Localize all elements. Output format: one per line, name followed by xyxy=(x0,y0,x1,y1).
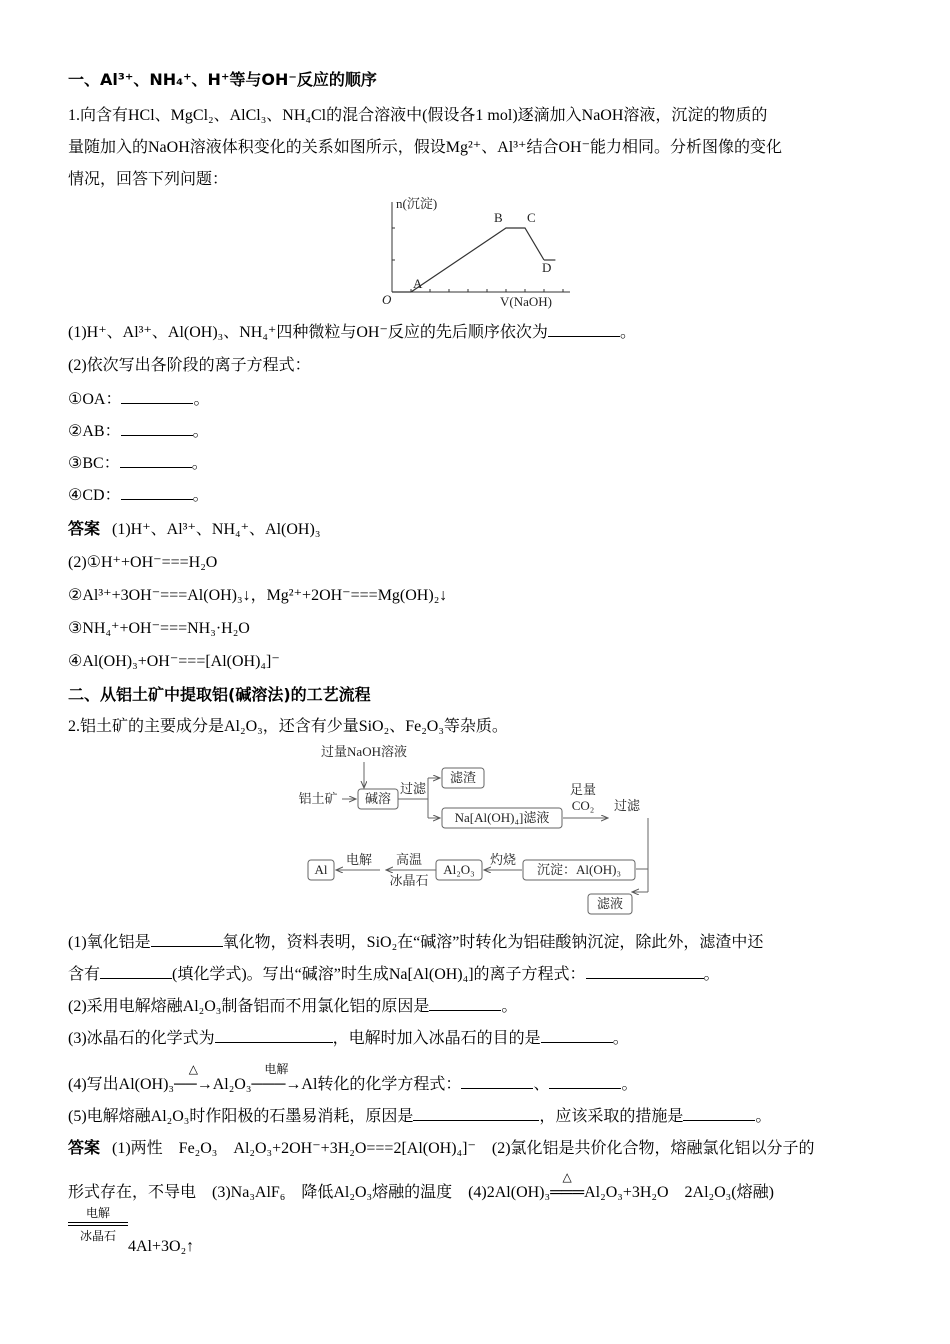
answer-blank[interactable] xyxy=(151,932,223,947)
q1-answer-3: ②Al³⁺+3OH⁻===Al(OH)₃↓，Mg²⁺+2OH⁻===Mg(OH)₂↓ xyxy=(68,587,448,604)
flow-filtrate-na: Na[Al(OH)₄]滤液 xyxy=(454,810,550,825)
answer-label: 答案 xyxy=(68,1138,101,1157)
ab-label: ②AB： xyxy=(68,423,121,440)
flow-filter2: 过滤 xyxy=(613,798,641,813)
q2-sub1d: (填化学式)。写出“碱溶”时生成Na[Al(OH)₄]的离子方程式： xyxy=(172,966,586,983)
q1-bc: ③BC： 。 xyxy=(68,455,208,472)
q2-sub2-text: (2)采用电解熔融Al₂O₃制备铝而不用氯化铝的原因是 xyxy=(68,998,430,1015)
bc-label: ③BC： xyxy=(68,455,120,472)
q1-ab: ②AB： 。 xyxy=(68,423,209,440)
answer-blank[interactable] xyxy=(121,421,193,436)
q2-answer-text1: (1)两性 Fe₂O₃ Al₂O₃+2OH⁻+3H₂O===2[Al(OH)₄]⁻ (2)氯化铝是共价化合物，熔融氯化铝以分子的 xyxy=(112,1140,815,1157)
q1-answer-1 xyxy=(68,519,320,540)
answer-blank[interactable] xyxy=(586,964,704,979)
q2-answer-line1 xyxy=(68,1138,815,1159)
answer-blank[interactable] xyxy=(215,1028,333,1043)
q1-text-line3: 情况，回答下列问题： xyxy=(68,171,229,188)
q2-sub2: (2)采用电解熔融Al₂O₃制备铝而不用氯化铝的原因是 。 xyxy=(68,998,518,1015)
flow-calcine: 灼烧 xyxy=(489,852,517,867)
q1-cd: ④CD： 。 xyxy=(68,487,209,504)
flow-co2-1: 足量 xyxy=(569,782,597,797)
answer-text: (1)H⁺、Al³⁺、NH₄⁺、Al(OH)₃ xyxy=(112,521,321,538)
precipitate-chart xyxy=(380,196,580,312)
q1-sub2: (2)依次写出各阶段的离子方程式： xyxy=(68,357,311,374)
q2-sub1a: (1)氧化铝是 xyxy=(68,934,151,951)
answer-blank[interactable] xyxy=(683,1106,755,1121)
q2-sub3: (3)冰晶石的化学式为 ，电解时加入冰晶石的目的是 。 xyxy=(68,1030,629,1047)
point-label-A: A xyxy=(413,276,423,291)
q1-answer-2: (2)①H⁺+OH⁻===H₂O xyxy=(68,554,218,571)
answer-blank[interactable] xyxy=(541,1028,613,1043)
q2-sub5b: ，应该采取的措施是 xyxy=(539,1108,684,1125)
q2-sub3a: (3)冰晶石的化学式为 xyxy=(68,1030,215,1047)
heat-equals: △ ═══ xyxy=(550,1183,584,1203)
q2-sub5: (5)电解熔融Al₂O₃时作阳极的石墨易消耗，原因是 ，应该采取的措施是 。 xyxy=(68,1108,772,1125)
y-axis-label: n(沉淀) xyxy=(396,196,438,211)
flow-ore: 铝土矿 xyxy=(298,791,338,806)
q2-sub4: (4)写出Al(OH)₃ △ ──→Al₂O₃ 电解 ───→Al转化的化学方程式： 、 。 xyxy=(68,1074,637,1095)
q2-answer-line3: 4Al+3O₂↑ xyxy=(128,1238,195,1255)
cd-label: ④CD： xyxy=(68,487,121,504)
q2-sub1c: 含有 xyxy=(68,966,101,983)
electrolysis-bottom: 冰晶石 xyxy=(79,1229,116,1243)
section-2-heading: 二、从铝土矿中提取铝(碱溶法)的工艺流程 xyxy=(68,685,371,704)
electrolysis-arrow: 电解 ───→ xyxy=(251,1075,301,1095)
q2-sub5a: (5)电解熔融Al₂O₃时作阳极的石墨易消耗，原因是 xyxy=(68,1108,414,1125)
heat-symbol: △ xyxy=(188,1062,198,1076)
oa-label: ①OA： xyxy=(68,391,122,408)
q1-sub1: (1)H⁺、Al³⁺、Al(OH)₃、NH₄⁺四种微粒与OH⁻反应的先后顺序依次为 。 xyxy=(68,324,636,341)
section-1-heading-text: 一、Al³⁺、NH₄⁺、H⁺等与OH⁻反应的顺序 xyxy=(68,70,377,89)
flow-al2o3: Al₂O₃ xyxy=(443,862,475,877)
q2-answer-line2 xyxy=(68,1170,774,1203)
answer-blank[interactable] xyxy=(429,996,501,1011)
answer-blank[interactable] xyxy=(121,485,193,500)
flow-co2-2: CO₂ xyxy=(571,798,595,813)
q2-answer-text2b: Al₂O₃+3H₂O 2Al₂O₃(熔融) xyxy=(584,1184,774,1201)
q1-text-line2: 量随加入的NaOH溶液体积变化的关系如图所示，假设Mg²⁺、Al³⁺结合OH⁻能力相同。分析图像的变化 xyxy=(68,139,783,156)
flow-al: Al xyxy=(314,862,328,877)
flow-high-temp: 高温 xyxy=(395,852,423,867)
q2-sub1-line2: 含有 (填化学式)。写出“碱溶”时生成Na[Al(OH)₄]的离子方程式： 。 xyxy=(68,966,720,983)
flow-electrolysis: 电解 xyxy=(345,852,373,867)
answer-blank[interactable] xyxy=(549,1074,621,1089)
answer-blank[interactable] xyxy=(120,453,192,468)
heat-symbol: △ xyxy=(562,1170,572,1184)
x-axis-label: V(NaOH) xyxy=(500,294,552,309)
electrolysis-label: 电解 xyxy=(264,1062,289,1076)
q1-answer-4: ③NH₄⁺+OH⁻===NH₃·H₂O xyxy=(68,620,250,637)
flow-reagent-top: 过量NaOH溶液 xyxy=(321,744,407,759)
q1-answer-5: ④Al(OH)₃+OH⁻===[Al(OH)₄]⁻ xyxy=(68,653,280,670)
q2-sub4a: (4)写出Al(OH)₃ xyxy=(68,1076,175,1093)
flow-cryolite: 冰晶石 xyxy=(389,873,429,888)
q2-sub1b: 氧化物，资料表明，SiO₂在“碱溶”时转化为铝硅酸钠沉淀，除此外，滤渣中还 xyxy=(222,934,764,951)
flow-filtrate2: 滤液 xyxy=(596,896,624,911)
electrolysis-top: 电解 xyxy=(85,1206,110,1220)
answer-blank[interactable] xyxy=(548,322,620,337)
answer-label: 答案 xyxy=(68,519,101,538)
flow-filter1: 过滤 xyxy=(399,781,427,796)
q2-sub1-line1 xyxy=(68,932,763,953)
q1-oa: ①OA： 。 xyxy=(68,391,210,408)
q2-sub4b: Al₂O₃ xyxy=(212,1076,252,1093)
origin-label: O xyxy=(382,292,392,307)
q2-sub4c: Al转化的化学方程式： xyxy=(301,1076,462,1093)
q2-intro: 2.铝土矿的主要成分是Al₂O₃，还含有少量SiO₂、Fe₂O₃等杂质。 xyxy=(68,718,508,735)
answer-blank[interactable] xyxy=(413,1106,539,1121)
process-flow-diagram xyxy=(290,742,670,922)
q2-answer-text2a: 形式存在，不导电 (3)Na₃AlF₆ 降低Al₂O₃熔融的温度 (4)2Al(OH)₃ xyxy=(68,1184,551,1201)
answer-blank[interactable] xyxy=(121,389,193,404)
q1-sub1-text: (1)H⁺、Al³⁺、Al(OH)₃、NH₄⁺四种微粒与OH⁻反应的先后顺序依次为 xyxy=(68,324,548,341)
heat-arrow: △ ──→ xyxy=(174,1075,213,1095)
flow-residue: 滤渣 xyxy=(449,770,477,785)
point-label-C: C xyxy=(527,210,536,225)
point-label-D: D xyxy=(542,260,552,275)
flow-alkali: 碱溶 xyxy=(364,791,392,806)
q1-text-line1: 1.向含有HCl、MgCl₂、AlCl₃、NH₄Cl的混合溶液中(假设各1 mol)逐滴加入NaOH溶液，沉淀的物质的 xyxy=(68,107,768,124)
point-label-B: B xyxy=(494,210,503,225)
answer-blank[interactable] xyxy=(100,964,172,979)
electrolysis-condition xyxy=(68,1204,128,1244)
answer-blank[interactable] xyxy=(461,1074,533,1089)
flow-precip: 沉淀：Al(OH)₃ xyxy=(537,862,621,877)
q2-sub3b: ，电解时加入冰晶石的目的是 xyxy=(332,1030,541,1047)
section-1-heading xyxy=(68,70,377,90)
